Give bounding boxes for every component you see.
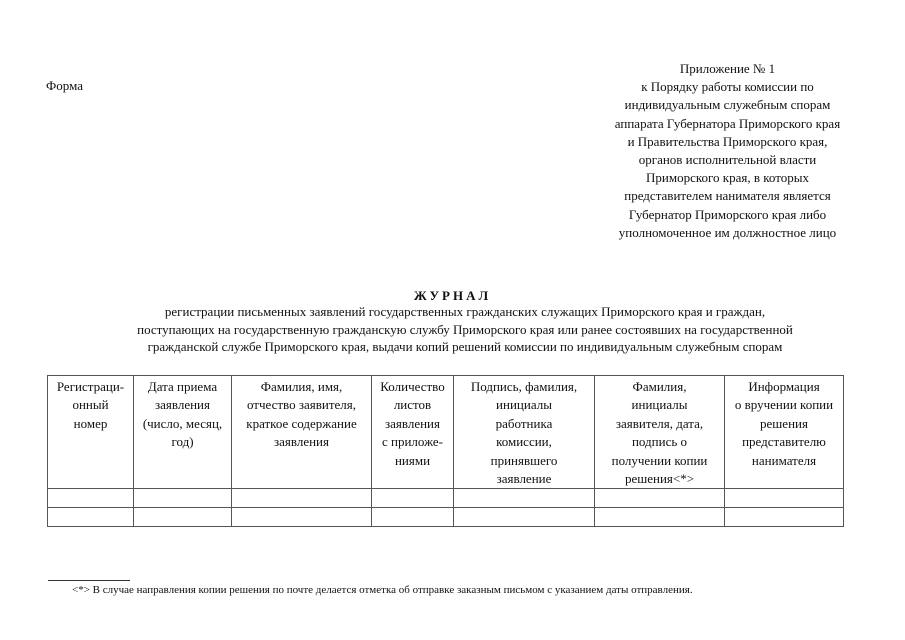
- table-cell: [454, 489, 595, 508]
- table-header-row: [48, 376, 844, 489]
- column-header: [595, 376, 725, 489]
- column-header-line: принявшего: [490, 452, 558, 468]
- appendix-line: представителем нанимателя является: [624, 188, 831, 204]
- column-header-line: заявителя, дата,: [615, 415, 704, 431]
- column-header: [134, 376, 232, 489]
- appendix-line: Приморского края, в которых: [646, 170, 809, 186]
- column-header-line: Регистраци-: [56, 379, 125, 394]
- column-header-line: Фамилия, имя,: [260, 379, 343, 394]
- column-header-line: онный: [72, 397, 109, 413]
- column-header-line: заявление: [496, 471, 552, 487]
- column-header-line: получении копии: [611, 452, 708, 468]
- column-header-line: инициалы: [496, 397, 552, 413]
- appendix-line: уполномоченное им должностное лицо: [618, 224, 837, 240]
- appendix-header: [575, 60, 880, 242]
- column-header-line: комиссии,: [496, 434, 552, 450]
- column-header: [232, 376, 372, 489]
- table-cell: [725, 508, 844, 527]
- form-label: Форма: [46, 78, 83, 93]
- table-cell: [134, 489, 232, 508]
- column-header-line: краткое содержание: [246, 415, 357, 431]
- column-header-line: заявления: [384, 415, 440, 431]
- table-cell: [372, 489, 454, 508]
- column-header-line: год): [171, 434, 194, 450]
- table-cell: [48, 489, 134, 508]
- column-header-line: заявления: [154, 397, 210, 413]
- column-header-line: заявления: [273, 434, 329, 450]
- column-header: [454, 376, 595, 489]
- footnote: <*> В случае направления копии решения по почте делается отметка об отправке заказным письмом с указанием даты отправления.: [72, 584, 693, 596]
- column-header: [372, 376, 454, 489]
- appendix-line: и Правительства Приморского края,: [627, 133, 828, 149]
- subtitle-line: гражданской службе Приморского края, выдачи копий решений комиссии по индивидуальным служебным спорам: [147, 339, 783, 354]
- footnote-divider: [48, 580, 130, 581]
- table-cell: [372, 508, 454, 527]
- table-cell: [595, 489, 725, 508]
- column-header-line: подпись о: [631, 434, 688, 450]
- appendix-line: Губернатор Приморского края либо: [628, 206, 827, 222]
- column-header-line: о вручении копии: [734, 397, 834, 413]
- subtitle-line: регистрации письменных заявлений государственных гражданских служащих Приморского края и граждан,: [164, 304, 766, 319]
- column-header: [48, 376, 134, 489]
- table-row: [48, 489, 844, 508]
- column-header-line: отчество заявителя,: [246, 397, 357, 413]
- document-title: ЖУРНАЛ: [413, 288, 492, 303]
- subtitle-line: поступающих на государственную гражданскую службу Приморского края или ранее состоявших на государственной: [137, 321, 793, 337]
- column-header-line: решения: [760, 415, 808, 431]
- table-cell: [725, 489, 844, 508]
- column-header-line: Подпись, фамилия,: [470, 379, 578, 394]
- table-cell: [232, 489, 372, 508]
- table-cell: [595, 508, 725, 527]
- column-header-line: работника: [495, 415, 553, 431]
- column-header-line: (число, месяц,: [142, 415, 223, 431]
- column-header-line: с приложе-: [381, 434, 443, 450]
- column-header-line: нанимателя: [751, 452, 817, 468]
- table-cell: [48, 508, 134, 527]
- column-header-line: Информация: [748, 379, 820, 394]
- column-header: [725, 376, 844, 489]
- table-cell: [134, 508, 232, 527]
- column-header-line: Фамилия,: [632, 379, 687, 394]
- journal-table: [47, 375, 844, 527]
- column-header-line: решения<*>: [624, 471, 695, 487]
- column-header-line: номер: [73, 415, 108, 431]
- column-header-line: инициалы: [631, 397, 688, 413]
- appendix-line: органов исполнительной власти: [638, 152, 817, 168]
- table-cell: [454, 508, 595, 527]
- appendix-line: Приложение № 1: [679, 61, 776, 76]
- table-cell: [232, 508, 372, 527]
- appendix-line: индивидуальным служебным спорам: [624, 97, 831, 113]
- column-header-line: листов: [393, 397, 432, 413]
- appendix-line: к Порядку работы комиссии по: [641, 79, 814, 95]
- table-row: [48, 508, 844, 527]
- column-header-line: Количество: [380, 379, 445, 394]
- column-header-line: Дата приема: [147, 379, 218, 394]
- appendix-line: аппарата Губернатора Приморского края: [614, 115, 841, 131]
- column-header-line: ниями: [394, 452, 431, 468]
- column-header-line: представителю: [742, 434, 826, 450]
- document-subtitle: [40, 303, 890, 356]
